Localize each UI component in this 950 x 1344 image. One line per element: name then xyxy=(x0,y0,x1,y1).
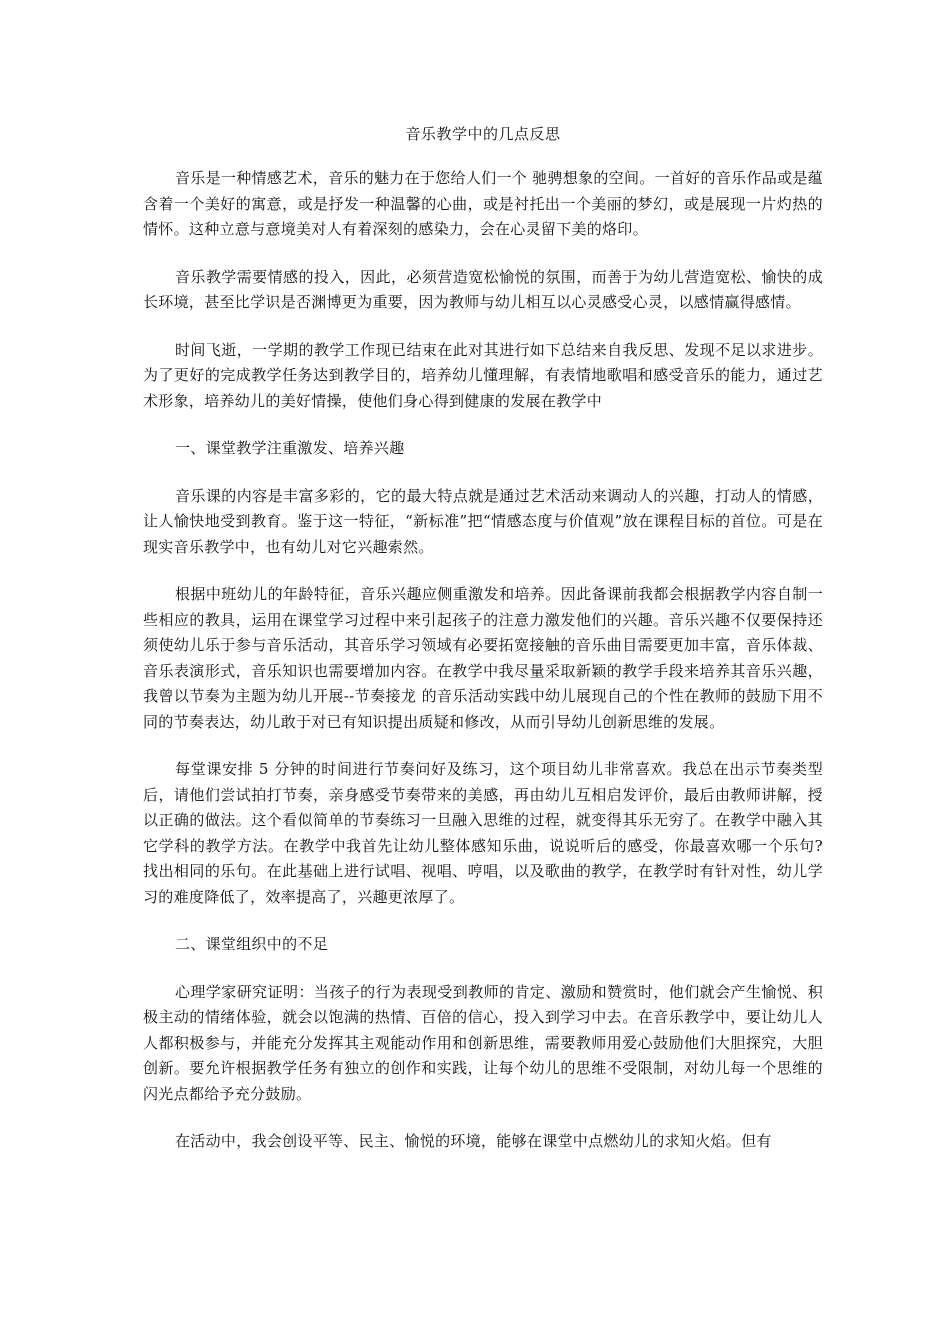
paragraph-7: 心理学家研究证明：当孩子的行为表现受到教师的肯定、激励和赞赏时，他们就会产生愉悦、积极主动的情绪体验，就会以饱满的热情、百倍的信心，投入到学习中去。在音乐教学中，要让幼儿人人都积极参与，并能充分发挥其主观能动作用和创新思维，需要教师用爱心鼓励他们大胆探究，大胆创新。要允许根据教学任务有独立的创作和实践，让每个幼儿的思维不受限制，对幼儿每一个思维的闪光点都给予充分鼓励。 xyxy=(143,982,823,1103)
paragraph-4: 音乐课的内容是丰富多彩的，它的最大特点就是通过艺术活动来调动人的兴趣，打动人的情感，让人愉快地受到教育。鉴于这一特征，“新标准”把“情感态度与价值观”放在课程目标的首位。可是在现实音乐教学中，也有幼儿对它兴趣索然。 xyxy=(143,486,823,556)
section-heading-1: 一、课堂教学注重激发、培养兴趣 xyxy=(175,439,405,457)
paragraph-3: 时间飞逝，一学期的教学工作现已结束在此对其进行如下总结来自我反思、发现不足以求进步。为了更好的完成教学任务达到教学目的，培养幼儿懂理解，有表情地歌唱和感受音乐的能力，通过艺术形象，培养幼儿的美好情操，使他们身心得到健康的发展在教学中 xyxy=(143,340,823,410)
paragraph-6: 每堂课安排 5 分钟的时间进行节奏问好及练习，这个项目幼儿非常喜欢。我总在出示节奏类型后，请他们尝试拍打节奏，亲身感受节奏带来的美感，再由幼儿互相启发评价，最后由教师讲解，授以正确的做法。这个看似简单的节奏练习一旦融入思维的过程，就变得其乐无穷了。在教学中融入其它学科的教学方法。在教学中我首先让幼儿整体感知乐曲，说说听后的感受，你最喜欢哪一个乐句?找出相同的乐句。在此基础上进行试唱、视唱、哼唱，以及歌曲的教学，在教学时有针对性，幼儿学习的难度降低了，效率提高了，兴趣更浓厚了。 xyxy=(143,760,823,906)
paragraph-8: 在活动中，我会创设平等、民主、愉悦的环境，能够在课堂中点燃幼儿的求知火焰。但有 xyxy=(175,1132,772,1150)
paragraph-2: 音乐教学需要情感的投入，因此，必须营造宽松愉悦的氛围，而善于为幼儿营造宽松、愉快的成长环境，甚至比学识是否渊博更为重要，因为教师与幼儿相互以心灵感受心灵，以感情赢得感情。 xyxy=(143,267,823,311)
document-title: 音乐教学中的几点反思 xyxy=(405,125,561,143)
document-page xyxy=(143,122,823,1177)
paragraph-5: 根据中班幼儿的年龄特征，音乐兴趣应侧重激发和培养。因此备课前我都会根据教学内容自制一些相应的教具，运用在课堂学习过程中来引起孩子的注意力激发他们的兴趣。音乐兴趣不仅要保持还须使幼儿乐于参与音乐活动，其音乐学习领域有必要拓宽接触的音乐曲目需要更加丰富，音乐体裁、音乐表演形式，音乐知识也需要增加内容。在教学中我尽量采取新颖的教学手段来培养其音乐兴趣，我曾以节奏为主题为幼儿开展--节奏接龙 的音乐活动实践中幼儿展现自己的个性在教师的鼓励下用不同的节奏表达，幼儿敢于对已有知识提出质疑和修改，从而引导幼儿创新思维的发展。 xyxy=(143,585,823,731)
paragraph-1: 音乐是一种情感艺术，音乐的魅力在于您给人们一个 驰骋想象的空间。一首好的音乐作品或是蕴含着一个美好的寓意，或是抒发一种温馨的心曲，或是衬托出一个美丽的梦幻，或是展现一片灼热的情怀。这种立意与意境美对人有着深刻的感染力，会在心灵留下美的烙印。 xyxy=(143,169,823,238)
section-heading-2: 二、课堂组织中的不足 xyxy=(175,935,329,953)
